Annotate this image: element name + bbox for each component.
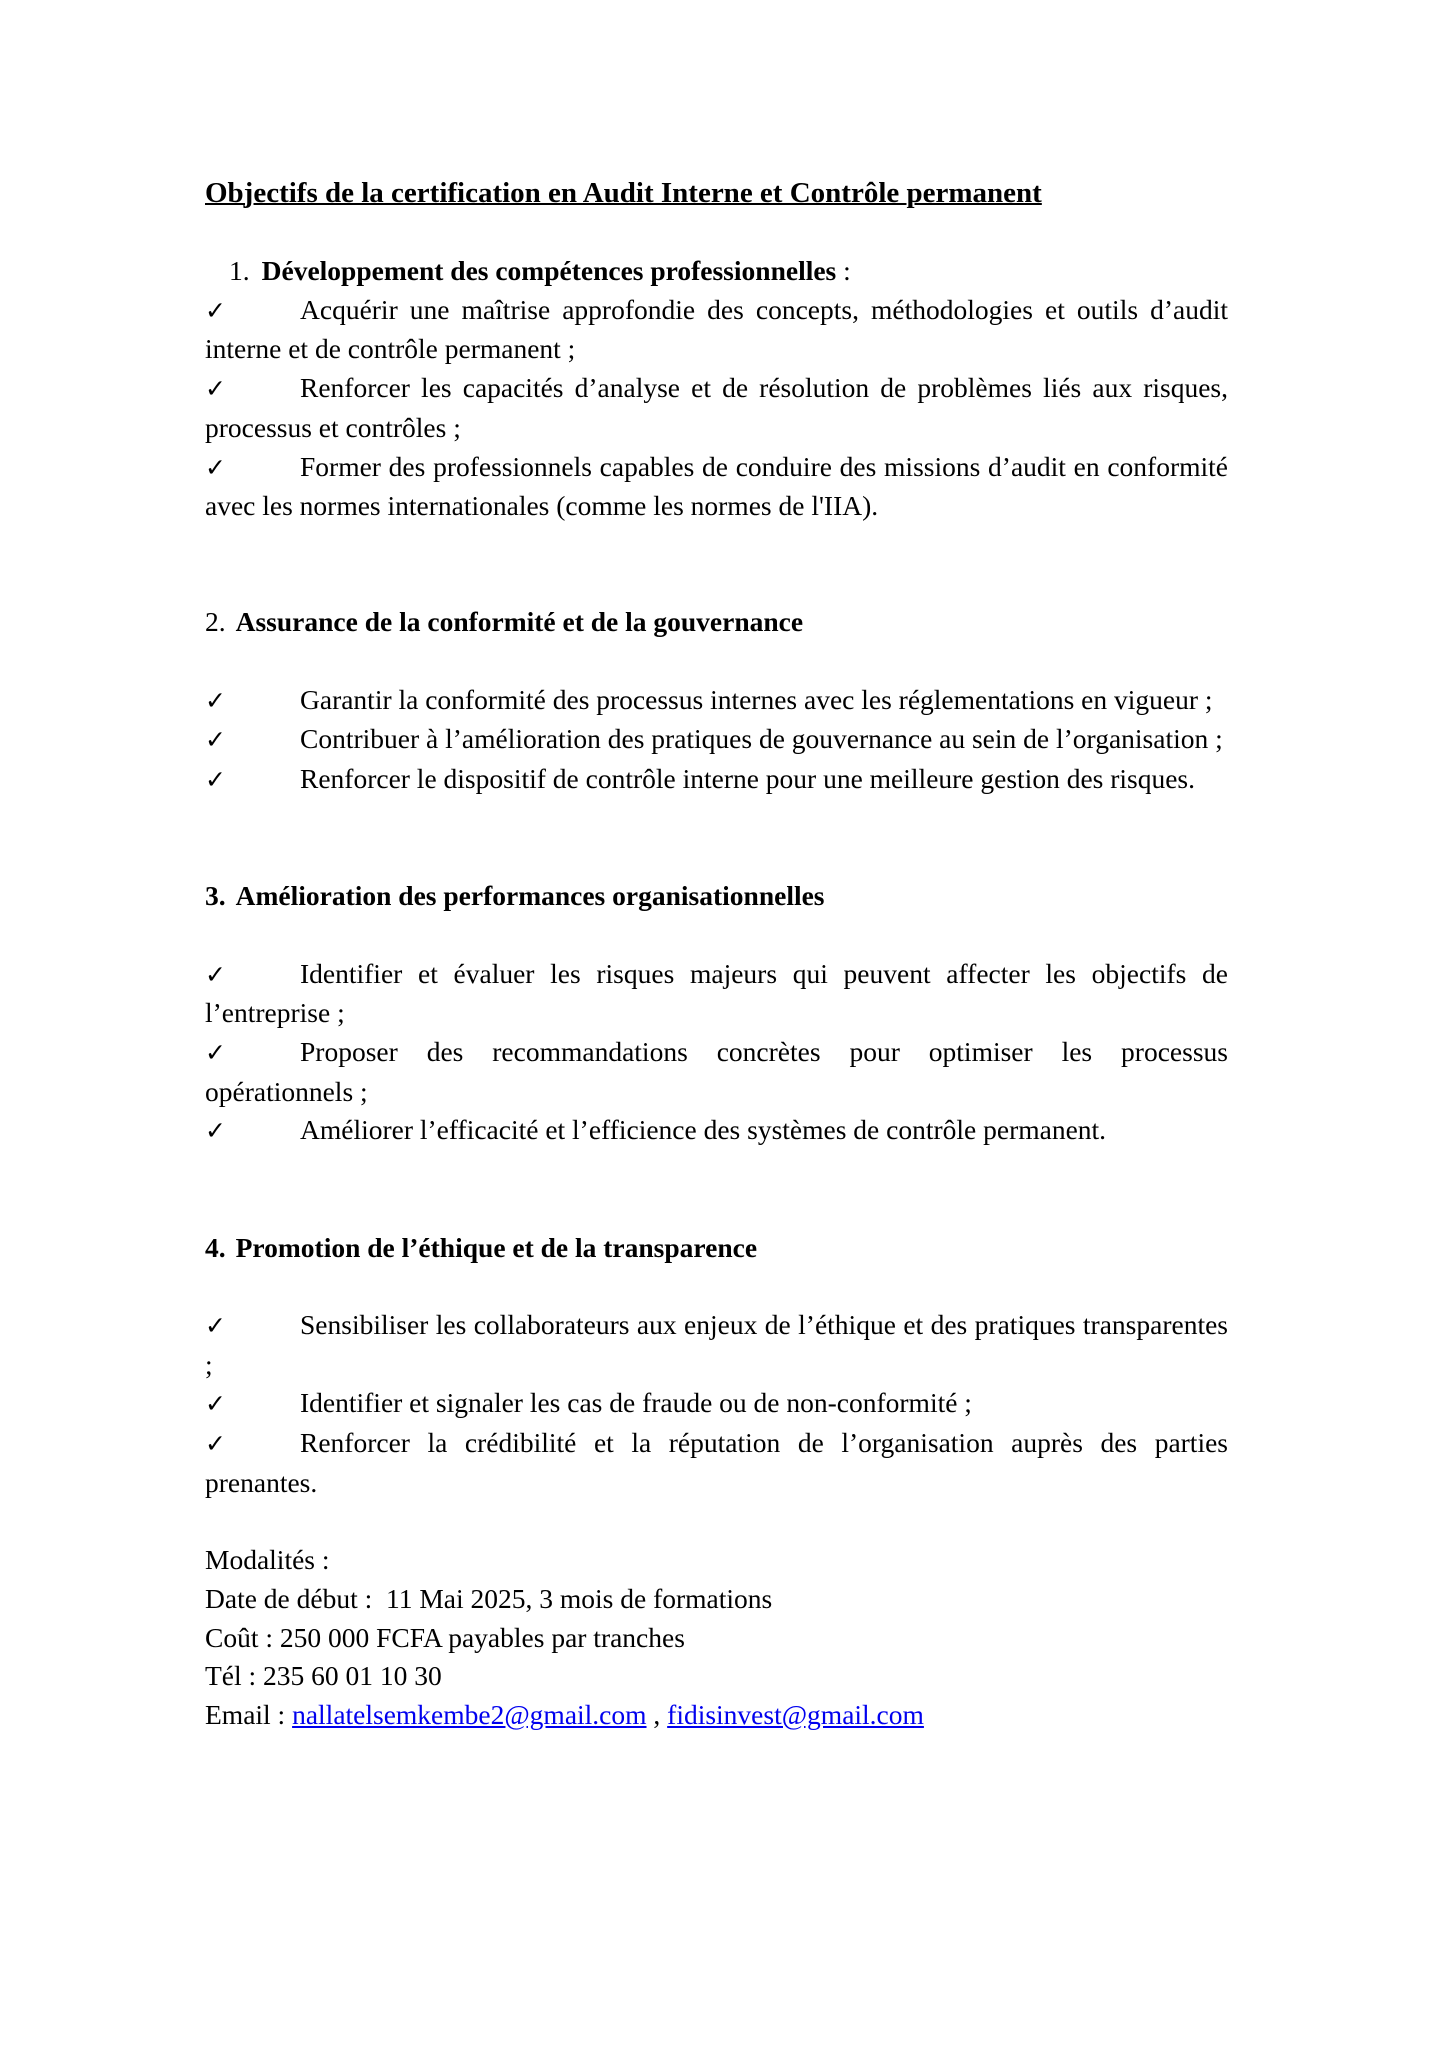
email-separator: , — [646, 1698, 668, 1730]
email-link-1[interactable]: nallatelsemkembe2@gmail.com — [292, 1698, 647, 1730]
bullet-item — [205, 1033, 1228, 1111]
bullet-text: Proposer des recommandations concrètes pour optimiser les processus opérationnels ; — [205, 1036, 1228, 1107]
checkmark-icon: ✓ — [205, 959, 226, 989]
bullet-text: Garantir la conformité des processus internes avec les réglementations en vigueur ; — [300, 683, 1213, 715]
spacer — [205, 916, 1228, 955]
checkmark-icon: ✓ — [205, 1429, 226, 1458]
bullet-text: Renforcer les capacités d’analyse et de résolution de problèmes liés aux risques, processus et contrôles ; — [205, 372, 1228, 443]
bullet-item — [205, 955, 1228, 1033]
section-4-heading-text: Promotion de l’éthique et de la transparence — [235, 1231, 758, 1263]
section-1-heading-text: Développement des compétences professionnelles — [261, 255, 837, 286]
section-3-heading-text: Amélioration des performances organisationnelles — [235, 880, 825, 912]
spacer — [205, 1502, 1228, 1541]
bullet-item — [205, 1384, 1228, 1424]
spacer — [205, 642, 1228, 681]
checkmark-icon: ✓ — [205, 452, 226, 482]
bullet-item — [205, 1111, 1228, 1151]
section-1-number: 1. — [229, 255, 250, 286]
document-content — [205, 172, 1228, 1735]
start-date-line: Date de début : 11 Mai 2025, 3 mois de formations — [205, 1582, 773, 1614]
spacer — [205, 526, 1228, 603]
spacer — [205, 800, 1228, 877]
section-2-number: 2. — [205, 606, 226, 638]
email-link-2[interactable]: fidisinvest@gmail.com — [667, 1698, 924, 1730]
bullet-item — [205, 720, 1228, 760]
bullet-text: Acquérir une maîtrise approfondie des concepts, méthodologies et outils d’audit interne et de contrôle permanent ; — [205, 293, 1228, 365]
checkmark-icon: ✓ — [205, 1310, 226, 1340]
modalites-label: Modalités : — [205, 1544, 330, 1576]
section-1-heading — [205, 252, 1228, 291]
bullet-item — [205, 760, 1228, 800]
bullet-text: Améliorer l’efficacité et l’efficience des systèmes de contrôle permanent. — [300, 1114, 1107, 1146]
phone-line: Tél : 235 60 01 10 30 — [205, 1660, 442, 1692]
bullet-text: Former des professionnels capables de conduire des missions d’audit en conformité avec les normes internationales (comme les normes de l'IIA). — [205, 450, 1228, 522]
bullet-item — [205, 681, 1228, 721]
bullet-text: Sensibiliser les collaborateurs aux enjeux de l’éthique et des pratiques transparentes ; — [205, 1308, 1228, 1380]
checkmark-icon: ✓ — [205, 1389, 226, 1419]
section-1-heading-suffix: : — [836, 255, 851, 286]
email-line — [205, 1696, 1228, 1735]
bullet-item — [205, 1306, 1228, 1384]
section-3-heading — [205, 877, 1228, 916]
checkmark-icon: ✓ — [205, 685, 226, 715]
spacer — [205, 214, 1228, 252]
bullet-text: Identifier et signaler les cas de fraude ou de non-conformité ; — [300, 1387, 972, 1419]
checkmark-icon: ✓ — [205, 295, 226, 325]
bullet-text: Identifier et évaluer les risques majeurs qui peuvent affecter les objectifs de l’entreprise ; — [205, 957, 1228, 1029]
checkmark-icon: ✓ — [205, 1038, 226, 1067]
section-2-heading-text: Assurance de la conformité et de la gouvernance — [235, 606, 804, 638]
checkmark-icon: ✓ — [205, 374, 226, 404]
section-4-number: 4. — [205, 1231, 226, 1263]
checkmark-icon: ✓ — [205, 1116, 226, 1146]
section-4-heading — [205, 1229, 1228, 1268]
bullet-text: Renforcer le dispositif de contrôle interne pour une meilleure gestion des risques. — [300, 763, 1196, 795]
cost-line: Coût : 250 000 FCFA payables par tranches — [205, 1621, 685, 1653]
section-3-number: 3. — [205, 880, 226, 912]
bullet-text: Renforcer la crédibilité et la réputation de l’organisation auprès des parties prenantes. — [205, 1427, 1228, 1498]
section-2-heading — [205, 603, 1228, 642]
bullet-item — [205, 291, 1228, 369]
bullet-item — [205, 448, 1228, 526]
checkmark-icon: ✓ — [205, 725, 226, 755]
bullet-item — [205, 369, 1228, 447]
bullet-item — [205, 1424, 1228, 1502]
spacer — [205, 1151, 1228, 1228]
bullet-text: Contribuer à l’amélioration des pratiques de gouvernance au sein de l’organisation ; — [300, 723, 1223, 755]
checkmark-icon: ✓ — [205, 765, 226, 795]
email-label: Email : — [205, 1698, 293, 1730]
spacer — [205, 1267, 1228, 1306]
page-title: Objectifs de la certification en Audit Interne et Contrôle permanent — [205, 177, 1042, 209]
